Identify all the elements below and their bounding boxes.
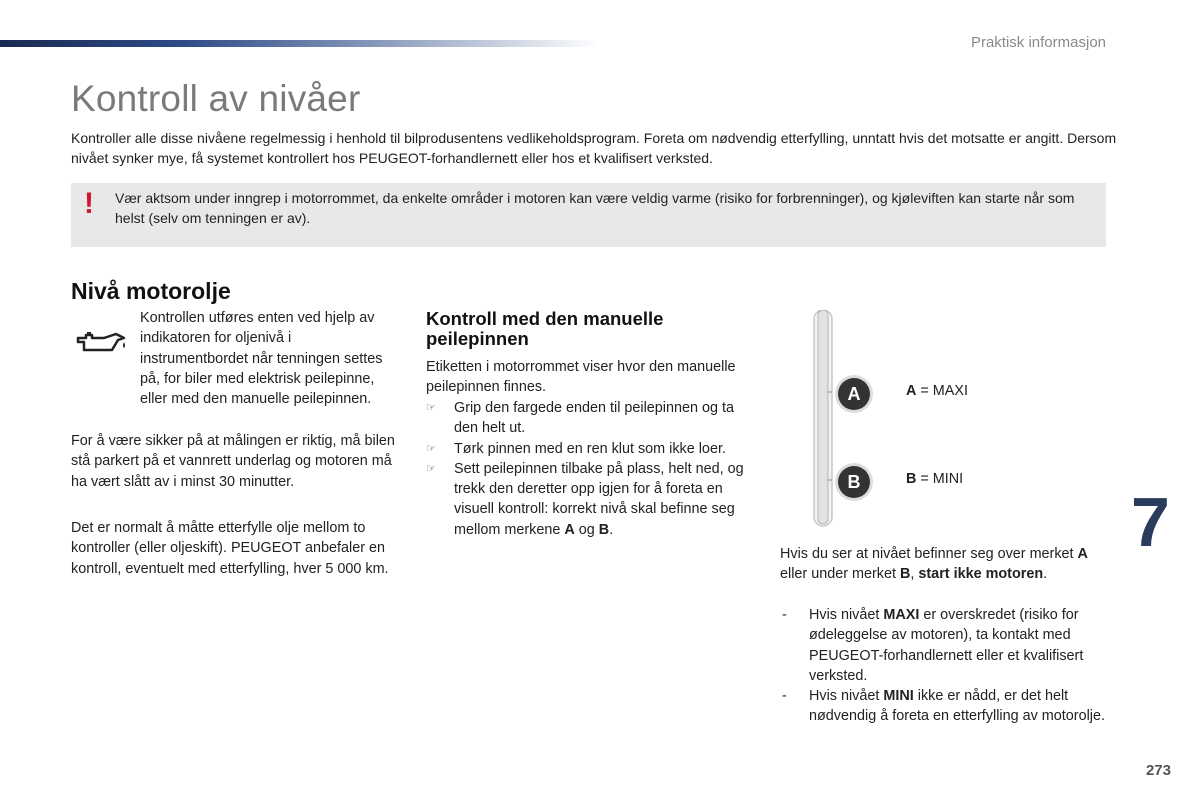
dipstick-heading: Kontroll med den manuelle peilepinnen [426, 308, 664, 349]
pointer-icon: ☞ [426, 462, 436, 475]
oil-refill-text: Det er normalt å måtte etterfylle olje mellom to kontroller (eller oljeskift). PEUGEOT anbefaler en kontroll, eventuelt med etterfylling, hver 5 000 km. [71, 520, 389, 577]
marker-b-badge: B [838, 466, 870, 498]
intro-text: Kontroller alle disse nivåene regelmessig i henhold til bilprodusentens vedlikeholdsprogram. Foreta om nødvendig etterfylling, unntatt hvis det motsatte er angitt. Dersom nivået synker mye, få systemet kontrollert hos PEUGEOT-forhandlernett eller hos et kvalifisert verksted. [71, 130, 1117, 166]
level-actions [780, 605, 1110, 727]
list-item [426, 398, 756, 439]
section-label: Praktisk informasjon [970, 34, 1106, 51]
page-title: Kontroll av nivåer [71, 78, 361, 119]
list-item: - Hvis nivået MAXI er overskredet (risiko for ødeleggelse av motoren), ta kontakt med PEUGEOT-forhandlernett eller et kvalifisert verksted. [782, 607, 1084, 684]
pointer-icon: ☞ [426, 402, 436, 414]
warning-box [71, 183, 1106, 247]
oil-measure-text: For å være sikker på at målingen er riktig, må bilen stå parkert på et vannrett underlag og motoren må ha vært slått av i minst 30 minutter. [71, 433, 395, 490]
marker-a-badge: A [838, 378, 870, 410]
legend-maxi: A = MAXI [906, 383, 968, 399]
step-text: Grip den fargede enden til peilepinnen og ta den helt ut. [454, 400, 735, 437]
oil-indicator-text: Kontrollen utføres enten ved hjelp av indikatoren for oljenivå i instrumentbordet når tenningen settes på, for biler med elektrisk peilepinne, eller med den manuelle peilepinnen. [140, 310, 383, 408]
chapter-number: 7 [1131, 483, 1170, 561]
step-text: Sett peilepinnen tilbake på plass, helt ned, og trekk den deretter opp igjen for å foreta en visuell kontroll: korrekt nivå skal befinne seg mellom merkene A og B. [454, 460, 744, 538]
step-text: Tørk pinnen med en ren klut som ikke loer. [454, 440, 726, 457]
oil-level-heading: Nivå motorolje [71, 278, 231, 304]
exclamation-icon: ! [84, 187, 94, 220]
oil-can-icon [74, 328, 128, 356]
level-warning-text: Hvis du ser at nivået befinner seg over merket A eller under merket B, start ikke motoren. [780, 546, 1088, 583]
page-number: 273 [1145, 762, 1171, 779]
dipstick-steps [426, 398, 756, 540]
dipstick-illustration [813, 310, 833, 528]
pointer-icon: ☞ [426, 442, 436, 455]
legend-mini: B = MINI [906, 471, 964, 487]
list-item [426, 459, 756, 540]
dash-bullet: - [782, 688, 787, 705]
list-item: - Hvis nivået MINI ikke er nådd, er det helt nødvendig å foreta en etterfylling av motorolje. [782, 688, 1105, 725]
dipstick-intro: Etiketten i motorrommet viser hvor den manuelle peilepinnen finnes. [426, 359, 736, 396]
list-item [426, 439, 756, 459]
dash-bullet: - [782, 607, 787, 623]
warning-text: Vær aktsom under inngrep i motorrommet, da enkelte områder i motoren kan være veldig varme (risiko for forbrenninger), og kjøleviften kan starte når som helst (selv om tenningen er av). [115, 190, 1075, 226]
header-bar [0, 40, 600, 47]
